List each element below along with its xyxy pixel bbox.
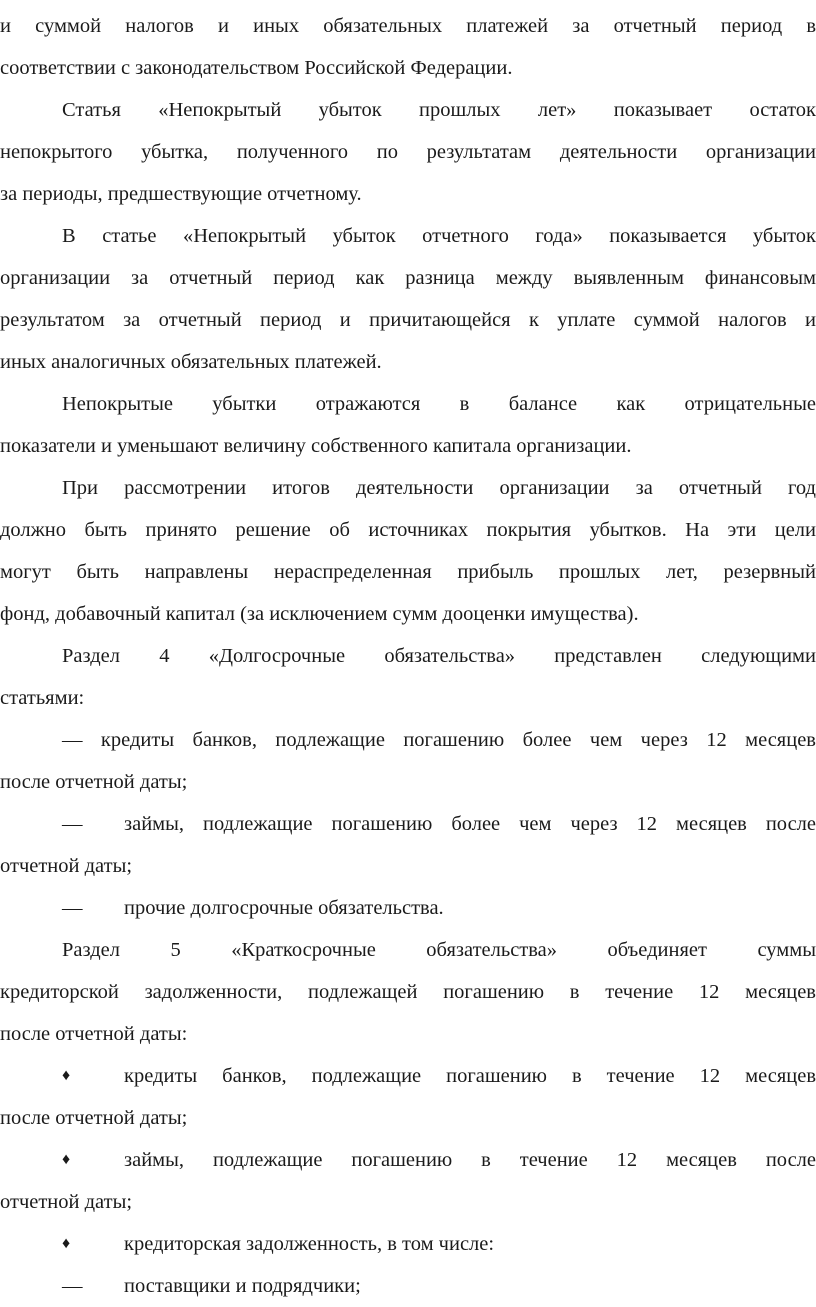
text-line: фонд, добавочный капитал (за исключением сумм дооценки имущества). bbox=[0, 603, 639, 625]
dash-marker: — bbox=[62, 813, 83, 835]
text-line: организации за отчетный период как разница между выявленным финансовым bbox=[0, 267, 816, 289]
text-line: отчетной даты; bbox=[0, 1191, 133, 1213]
list-item-dash: поставщики и подрядчики; bbox=[124, 1275, 361, 1297]
paragraph-first-line: Статья «Непокрытый убыток прошлых лет» показывает остаток bbox=[62, 99, 816, 121]
text-line: и суммой налогов и иных обязательных платежей за отчетный период в bbox=[0, 15, 816, 37]
dash-marker: — bbox=[62, 1275, 83, 1297]
list-item-diamond: кредиторская задолженность, в том числе: bbox=[124, 1233, 495, 1255]
text-line: иных аналогичных обязательных платежей. bbox=[0, 351, 382, 373]
text-line: могут быть направлены нераспределенная прибыль прошлых лет, резервный bbox=[0, 561, 816, 583]
text-line: статьями: bbox=[0, 687, 85, 709]
list-item-diamond: займы, подлежащие погашению в течение 12 месяцев после bbox=[124, 1149, 816, 1171]
paragraph-first-line: Раздел 5 «Краткосрочные обязательства» объединяет суммы bbox=[62, 939, 816, 961]
list-item-dash: — кредиты банков, подлежащие погашению более чем через 12 месяцев bbox=[62, 729, 816, 751]
text-line: должно быть принято решение об источниках покрытия убытков. На эти цели bbox=[0, 519, 816, 541]
text-line: соответствии с законодательством Российской Федерации. bbox=[0, 57, 513, 79]
diamond-bullet-icon: ♦ bbox=[62, 1067, 71, 1084]
dash-marker: — bbox=[62, 897, 83, 919]
text-line: показатели и уменьшают величину собственного капитала организации. bbox=[0, 435, 632, 457]
paragraph-first-line: Непокрытые убытки отражаются в балансе как отрицательные bbox=[62, 393, 816, 415]
text-line: после отчетной даты; bbox=[0, 1107, 188, 1129]
text-line: за периоды, предшествующие отчетному. bbox=[0, 183, 362, 205]
diamond-bullet-icon: ♦ bbox=[62, 1151, 71, 1168]
paragraph-first-line: При рассмотрении итогов деятельности организации за отчетный год bbox=[62, 477, 816, 499]
list-item-dash: займы, подлежащие погашению более чем через 12 месяцев после bbox=[124, 813, 816, 835]
paragraph-first-line: В статье «Непокрытый убыток отчетного года» показывается убыток bbox=[62, 225, 816, 247]
list-item-dash: прочие долгосрочные обязательства. bbox=[124, 897, 444, 919]
text-line: отчетной даты; bbox=[0, 855, 133, 877]
text-line: после отчетной даты; bbox=[0, 771, 188, 793]
text-line: кредиторской задолженности, подлежащей погашению в течение 12 месяцев bbox=[0, 981, 816, 1003]
paragraph-first-line: Раздел 4 «Долгосрочные обязательства» представлен следующими bbox=[62, 645, 816, 667]
text-line: после отчетной даты: bbox=[0, 1023, 188, 1045]
text-line: результатом за отчетный период и причитающейся к уплате суммой налогов и bbox=[0, 309, 816, 331]
list-item-diamond: кредиты банков, подлежащие погашению в течение 12 месяцев bbox=[124, 1065, 816, 1087]
text-line: непокрытого убытка, полученного по результатам деятельности организации bbox=[0, 141, 816, 163]
diamond-bullet-icon: ♦ bbox=[62, 1235, 71, 1252]
